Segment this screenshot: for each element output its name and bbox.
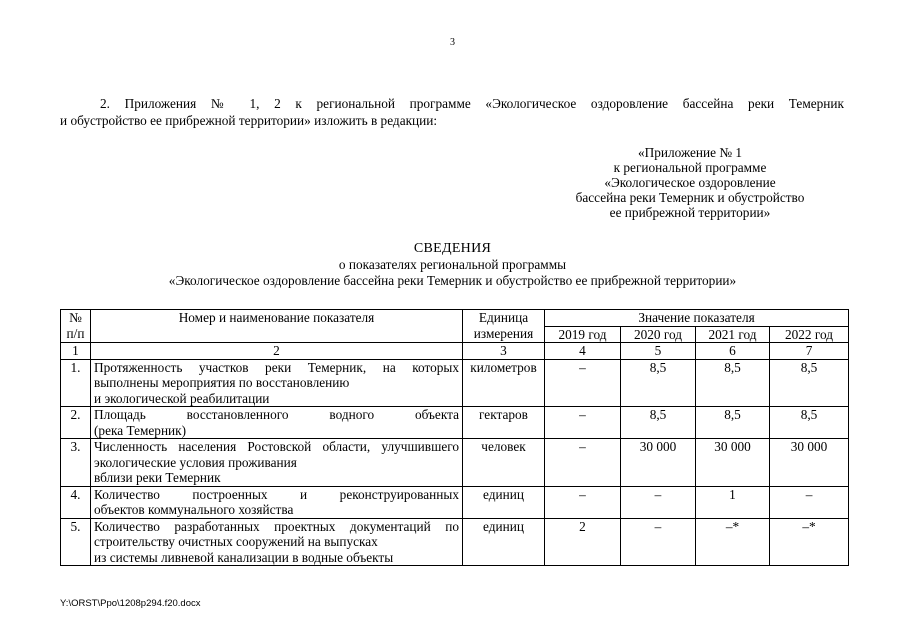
- appendix-line: «Экологическое оздоровление: [604, 175, 776, 190]
- row-name-text: Площадь восстановленного водного объекта: [94, 407, 459, 422]
- row-num: 1.: [61, 359, 91, 407]
- header-unit: Единица измерения: [463, 310, 545, 343]
- row-name: [91, 439, 463, 487]
- row-value: 30 000: [696, 439, 770, 487]
- row-value: –: [545, 359, 621, 407]
- row-unit: единиц: [463, 486, 545, 518]
- row-value: 8,5: [770, 407, 849, 439]
- heading-subtitle: о показателях региональной программы: [338, 257, 567, 272]
- header-year: 2020 год: [621, 326, 696, 343]
- row-value: 1: [696, 486, 770, 518]
- row-value: –: [621, 518, 696, 566]
- intro-line-2: и обустройство ее прибрежной территории» изложить в редакции:: [60, 113, 438, 128]
- appendix-note: [560, 145, 820, 220]
- row-value: –: [545, 486, 621, 518]
- row-value: –: [545, 407, 621, 439]
- file-path-footer: Y:\ORST\Ppo\1208p294.f20.docx: [60, 598, 201, 609]
- table-row: [61, 486, 849, 518]
- row-value: –*: [770, 518, 849, 566]
- row-unit: гектаров: [463, 407, 545, 439]
- row-num: 5.: [61, 518, 91, 566]
- table-row: [61, 407, 849, 439]
- row-name-text: из системы ливневой канализации в водные объекты: [94, 549, 394, 565]
- table-row: [61, 518, 849, 566]
- header-year: 2022 год: [770, 326, 849, 343]
- table-header-row: [61, 310, 849, 327]
- row-unit: единиц: [463, 518, 545, 566]
- heading-title: СВЕДЕНИЯ: [413, 241, 492, 256]
- header-year: 2021 год: [696, 326, 770, 343]
- row-name-text: объектов коммунального хозяйства: [94, 502, 294, 517]
- row-value: –*: [696, 518, 770, 566]
- row-value: 8,5: [696, 407, 770, 439]
- row-name-text: и экологической реабилитации: [94, 390, 270, 406]
- row-unit: человек: [463, 439, 545, 487]
- row-name: [91, 359, 463, 407]
- row-unit: километров: [463, 359, 545, 407]
- row-name-text: (река Темерник): [94, 422, 187, 438]
- row-value: 8,5: [621, 407, 696, 439]
- column-number: 1: [61, 343, 91, 360]
- document-heading: [0, 241, 905, 289]
- row-name: [91, 486, 463, 518]
- intro-paragraph: [60, 95, 844, 129]
- column-numbers-row: [61, 343, 849, 360]
- row-name-text: Количество разработанных проектных документаций по строительству очистных сооружений на выпусках: [94, 518, 459, 549]
- header-year: 2019 год: [545, 326, 621, 343]
- row-value: –: [770, 486, 849, 518]
- row-name: [91, 407, 463, 439]
- page-number: 3: [450, 37, 455, 48]
- column-number: 7: [770, 343, 849, 360]
- row-value: –: [621, 486, 696, 518]
- appendix-line: к региональной программе: [613, 160, 767, 175]
- header-value-group: Значение показателя: [545, 310, 849, 327]
- row-name-text: Количество построенных и реконструированных: [94, 486, 459, 502]
- appendix-line: «Приложение № 1: [638, 145, 742, 160]
- row-value: 8,5: [621, 359, 696, 407]
- column-number: 3: [463, 343, 545, 360]
- appendix-line: бассейна реки Темерник и обустройство: [575, 190, 805, 205]
- row-value: 2: [545, 518, 621, 566]
- intro-line-1: 2. Приложения № 1, 2 к региональной программе «Экологическое оздоровление бассейна реки Темерник: [100, 96, 844, 111]
- table-row: [61, 359, 849, 407]
- appendix-line: ее прибрежной территории»: [609, 205, 771, 220]
- header-name: Номер и наименование показателя: [91, 310, 463, 343]
- row-value: 30 000: [621, 439, 696, 487]
- row-name: [91, 518, 463, 566]
- row-value: –: [545, 439, 621, 487]
- row-name-text: Протяженность участков реки Темерник, на которых выполнены мероприятия по восстановлению: [94, 359, 459, 390]
- indicators-table: [60, 309, 849, 566]
- column-number: 5: [621, 343, 696, 360]
- column-number: 4: [545, 343, 621, 360]
- row-num: 4.: [61, 486, 91, 518]
- row-name-text: Численность населения Ростовской области, улучшившего экологические условия проживания: [94, 439, 459, 470]
- row-value: 8,5: [770, 359, 849, 407]
- row-num: 3.: [61, 439, 91, 487]
- row-value: 30 000: [770, 439, 849, 487]
- heading-program: «Экологическое оздоровление бассейна реки Темерник и обустройство ее прибрежной территории»: [168, 273, 737, 288]
- column-number: 6: [696, 343, 770, 360]
- header-num: № п/п: [61, 310, 91, 343]
- table-row: [61, 439, 849, 487]
- row-name-text: вблизи реки Темерник: [94, 470, 221, 485]
- row-value: 8,5: [696, 359, 770, 407]
- column-number: 2: [91, 343, 463, 360]
- row-num: 2.: [61, 407, 91, 439]
